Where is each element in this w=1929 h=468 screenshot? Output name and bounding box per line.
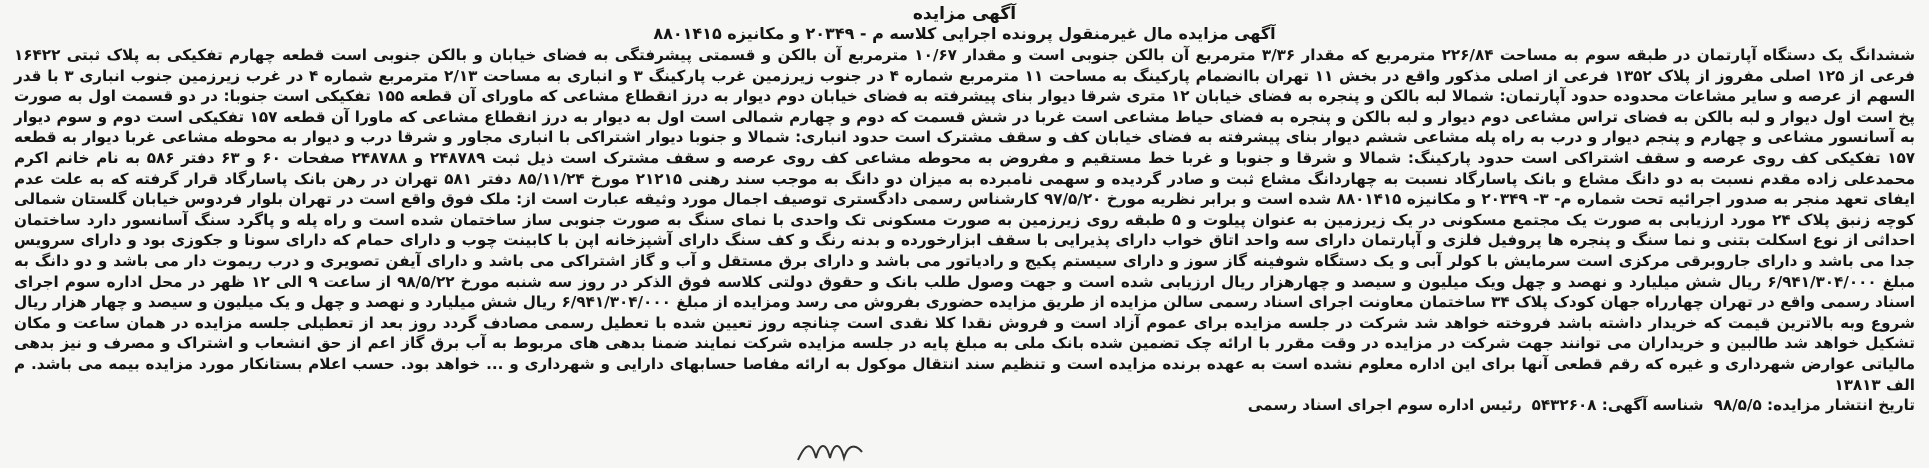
signature-line: رئیس اداره سوم اجرای اسناد رسمی [1247, 396, 1522, 415]
signature-scribble-icon [796, 438, 866, 468]
notice-body: ششدانگ یک دستگاه آپارتمان در طبقه سوم به مساحت ۲۲۶/۸۴ مترمربع که مقدار ۳/۳۶ مترمربع آن بالکن جنوبی است و مقدار ۱۰/۶۷ مترمربع آن بالکن و قسمتی پیشرفتگی به فضای خیابان و بالکن جنوبی است قطعه چهارم تفکیکی به پلاک ثبتی ۱۶۴۲۲ فرعی از ۱۲۵ اصلی مفروز از پلاک ۱۳۵۲ فرعی از اصلی مذکور واقع در بخش ۱۱ تهران باانضمام پارکینگ به مساحت ۱۱ مترمربع شماره ۴ در جنوب زیرزمین غرب پارکینگ ۳ و انباری به مساحت ۲/۱۳ مترمربع شماره ۴ در غرب زیرزمین جنوب انباری ۳ با قدر السهم از عرصه و سایر مشاعات محدوده حدود آپارتمان: شمالا لبه بالکن و پنجره به فضای خیابان ۱۲ متری شرقا دیوار بنای پیشرفته به فضای خیابان دوم دیوار به درز انقطاع مشاعی که ماورای آن قطعه ۱۵۵ تفکیکی است جنوبا: در دو قسمت اول به صورت پخ است اول دیوار و لبه بالکن به فضای تراس مشاعی دوم دیوار و لبه بالکن و پنجره به فضای حیاط مشاعی است غربا در شش قسمت که دوم و چهارم شمالی است اول به دیوار به درز انقطاع مشاعی که ماورا آن قطعه ۱۵۷ تفکیکی است دوم و سوم دیوار به آسانسور مشاعی و چهارم و پنجم دیوار و درب به راه پله مشاعی ششم دیوار بنای پیشرفته به فضای خیابان کف و سقف مشترک است حدود انباری: شمالا و جنوبا دیوار اشتراکی با انباری مجاور و شرقا درب و دیوار به محوطه مشاعی غربا دیوار به قطعه ۱۵۷ تفکیکی کف روی عرصه و سقف اشتراکی است حدود پارکینگ: شمالا و شرقا و جنوبا و غربا خط مستقیم و مفروض به محوطه مشاعی کف روی عرصه و سقف مشترک است ذیل ثبت ۲۴۸۷۸۹ و ۲۴۸۷۸۸ صفحات ۶۰ و ۶۳ دفتر ۵۸۶ به نام خانم اکرم محمدعلی زاده مقدم نسبت به دو دانگ مشاع و بانک پاسارگاد نسبت به چهاردانگ مشاع ثبت و صادر گردیده و سهمی نامبرده به میزان دو دانگ به موجب سند رهنی ۲۱۲۱۵ مورخ ۸۵/۱۱/۲۴ دفتر ۵۸۱ تهران در رهن بانک پاسارگاد قرار گرفته که به علت عدم ایفای تعهد منجر به صدور اجرائیه تحت شماره م- ۳- ۲۰۳۴۹ و مکانیزه ۸۸۰۱۴۱۵ شده است و برابر نظریه مورخ ۹۷/۵/۲۰ کارشناس رسمی دادگستری توصیف اجمال مورد وثیقه عبارت است از: ملک فوق واقع است در تهران بلوار فردوس خیابان گلستان شمالی کوچه زنبق پلاک ۲۴ مورد ارزیابی به صورت یک مجتمع مسکونی در یک زیرزمین به عنوان پیلوت و ۵ طبقه روی زیرزمین به صورت مسکونی تک واحدی با نمای سنگ به صورت جنوبی ساز ساختمان شده است و راه پله و پاگرد سنگ آسانسور دارد ساختمان احداثی از نوع اسکلت بتنی و نما سنگ و پنجره ها پروفیل فلزی و آپارتمان دارای سه واحد اتاق خواب دارای پذیرایی با سقف ابزارخورده و بدنه رنگ و کف سنگ دارای آشپزخانه اپن با کابینت چوب و دارای حمام که دارای سونا و جکوزی بود و دارای سرویس جدا می باشد و دارای جاروبرقی مرکزی است سرمایش با کولر آبی و یک دستگاه شوفینه گاز سوز و دارای سیستم پکیج و رادیاتور می باشد و دارای برق مستقل و آب و گاز اشتراکی می باشد و دارای آیفن تصویری و درب ریموت دار می باشد و دو دانگ به مبلغ ۶/۹۴۱/۳۰۴/۰۰۰ ریال شش میلیارد و نهصد و چهل ویک میلیون و سیصد و چهارهزار ریال ارزیابی شده است و جهت وصول طلب بانک و حقوق دولتی کلاسه فوق الذکر در روز سه شنبه مورخ ۹۸/۵/۲۲ از ساعت ۹ الی ۱۲ ظهر در محل اداره سوم اجرای اسناد رسمی واقع در تهران چهارراه جهان کودک پلاک ۳۴ ساختمان معاونت اجرای اسناد رسمی سالن مزایده از طریق مزایده حضوری بفروش می رسد ومزایده از مبلغ ۶/۹۴۱/۳۰۴/۰۰۰ ریال شش میلیارد و نهصد و چهل و یک میلیون و سیصد و چهار هزار ریال شروع وبه بالاترین قیمت که خریدار داشته باشد فروخته خواهد شد شرکت در جلسه مزایده برای عموم آزاد است و فروش نقدا کلا نقدی است چنانچه روز تعیین شده با تعطیل رسمی مصادف گردد روز بعد از تعطیلی جلسه مزایده در همان ساعت و مکان تشکیل خواهد شد طالبین و خریداران می توانند جهت شرکت در مزایده در وقت مقرر با ارائه چک تضمین شده بانک ملی به مبلغ پایه در جلسه مزایده شرکت نمایند ضمنا بدهی های مربوط به آب برق گاز اعم از حق انشعاب و اشتراک و مصرف و نیز بدهی مالیاتی عوارض شهرداری و غیره که رقم قطعی آنها برای این اداره معلوم نشده است به عهده برنده مزایده است و تنظیم سند انتقال موکول به ارائه مفاصا حسابهای دارایی و شهرداری و ... خواهد بود. حسب اعلام بستانکار مورد مزایده بیمه می باشد. م الف ۱۳۸۱۳ [14, 46, 1916, 394]
publish-date: تاریخ انتشار مزایده: ۹۸/۵/۵ [1713, 396, 1915, 415]
notice-footer [14, 395, 1915, 415]
ad-id: شناسه آگهی: ۵۴۳۲۶۰۸ [1531, 396, 1704, 415]
notice-title: آگهی مزایده [912, 4, 1017, 24]
notice-subtitle: آگهی مزایده مال غیرمنقول پرونده اجرایی کلاسه م - ۲۰۳۴۹ و مکانیزه ۸۸۰۱۴۱۵ [653, 24, 1276, 43]
